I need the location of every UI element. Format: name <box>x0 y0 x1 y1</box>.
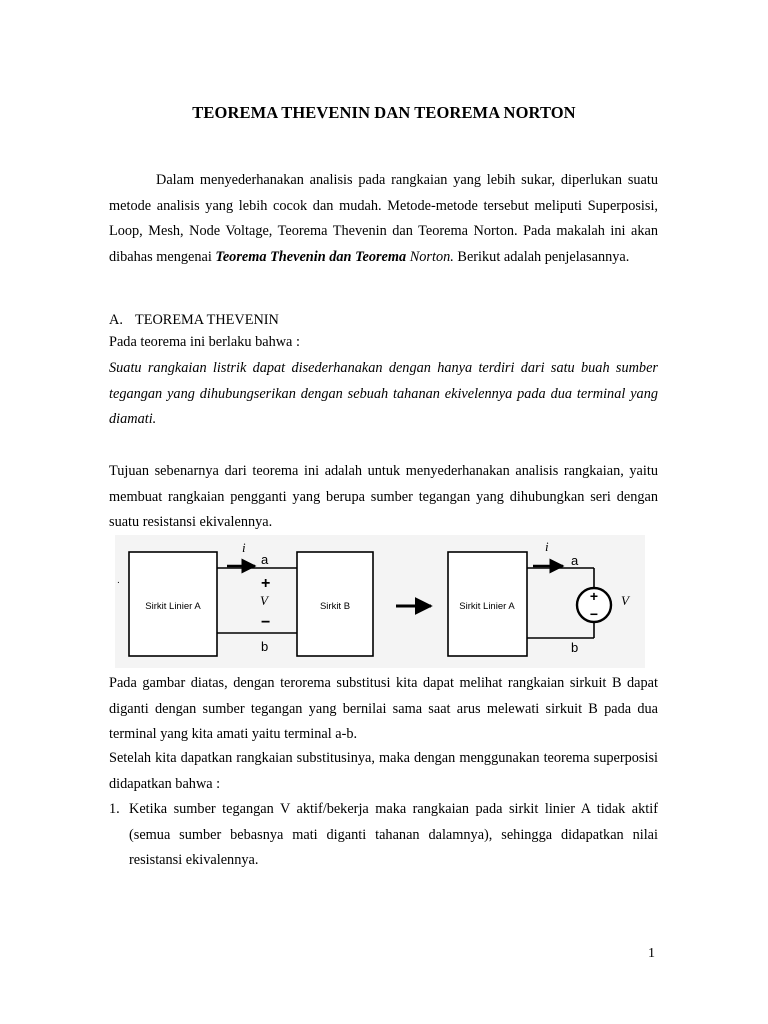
terminal-a-left: a <box>261 552 269 567</box>
source-minus: − <box>589 606 599 622</box>
theorem-statement: Suatu rangkaian listrik dapat disederhanakan dengan hanya terdiri dari satu buah sumber tegangan yang dihubungserikan dengan sebuah tahanan ekivelennya pada dua terminal yang diamati. <box>109 360 658 428</box>
section-a-letter: A. <box>109 312 123 328</box>
section-a-lead: Pada teorema ini berlaku bahwa : <box>109 334 300 350</box>
circuit-diagram <box>115 535 645 668</box>
terminal-b-right: b <box>571 640 579 655</box>
thevenin-circuit-figure <box>115 535 645 668</box>
intro-text-1: Dalam menyederhanakan analisis pada rangkaian yang lebih sukar, diperlukan suatu metode analisis yang lebih cocok dan mudah. Metode-metode tersebut meliputi Superposisi, Loop, Mesh, Node Voltage, Teorema Thevenin dan Teorema Norton. Pada makalah ini akan dibahas mengenai <box>109 172 658 265</box>
theorem-purpose: Tujuan sebenarnya dari teorema ini adalah untuk menyederhanakan analisis rangkaian, yaitu membuat rangkaian pengganti yang berupa sumber tegangan yang dihubungkan seri dengan suatu resistansi ekivalennya. <box>109 463 658 531</box>
voltage-label-right: V <box>621 593 629 608</box>
superposition-lead: Setelah kita dapatkan rangkaian substitusinya, maka dengan menggunakan teorema superposisi didapatkan bahwa : <box>109 750 658 792</box>
list-item-text: Ketika sumber tegangan V aktif/bekerja maka rangkaian pada sirkit linier A tidak aktif (semua sumber bebasnya mati diganti tahanan dalamnya), sehingga didapatkan nilai resistansi ekivalennya. <box>129 801 658 869</box>
block-b-label: Sirkit B <box>319 601 351 612</box>
figure-explanation: Pada gambar diatas, dengan terorema substitusi kita dapat melihat rangkaian sirkuit B dapat diganti dengan sumber tegangan yang bernilai sama saat arus melewati sirkuit B pada dua terminal yang kita amati yaitu terminal a-b. <box>109 675 658 743</box>
terminal-b-left: b <box>261 639 269 654</box>
stray-mark: . <box>117 575 120 586</box>
source-plus: + <box>589 588 599 604</box>
block-left-label: Sirkit Linier A <box>145 601 201 612</box>
intro-paragraph <box>109 168 658 270</box>
plus-sign-left: + <box>261 575 271 592</box>
section-a-title: TEOREMA THEVENIN <box>135 312 279 328</box>
page-number: 1 <box>648 946 655 961</box>
page-title: TEOREMA THEVENIN DAN TEOREMA NORTON <box>192 103 576 122</box>
block-replaced-label: Sirkit Linier A <box>459 601 515 612</box>
section-a-heading <box>109 309 279 331</box>
intro-emphasis-italic: Norton. <box>406 248 454 265</box>
list-item-number: 1. <box>109 801 120 817</box>
terminal-a-right: a <box>571 553 579 568</box>
current-label-right: i <box>545 539 549 554</box>
current-label-left: i <box>242 540 246 555</box>
minus-sign-left: − <box>261 614 271 631</box>
list-item <box>109 797 658 874</box>
intro-emphasis-bold: Teorema Thevenin dan Teorema <box>215 248 407 265</box>
voltage-label-left: V <box>260 593 268 608</box>
intro-text-2: Berikut adalah penjelasannya. <box>453 248 630 265</box>
